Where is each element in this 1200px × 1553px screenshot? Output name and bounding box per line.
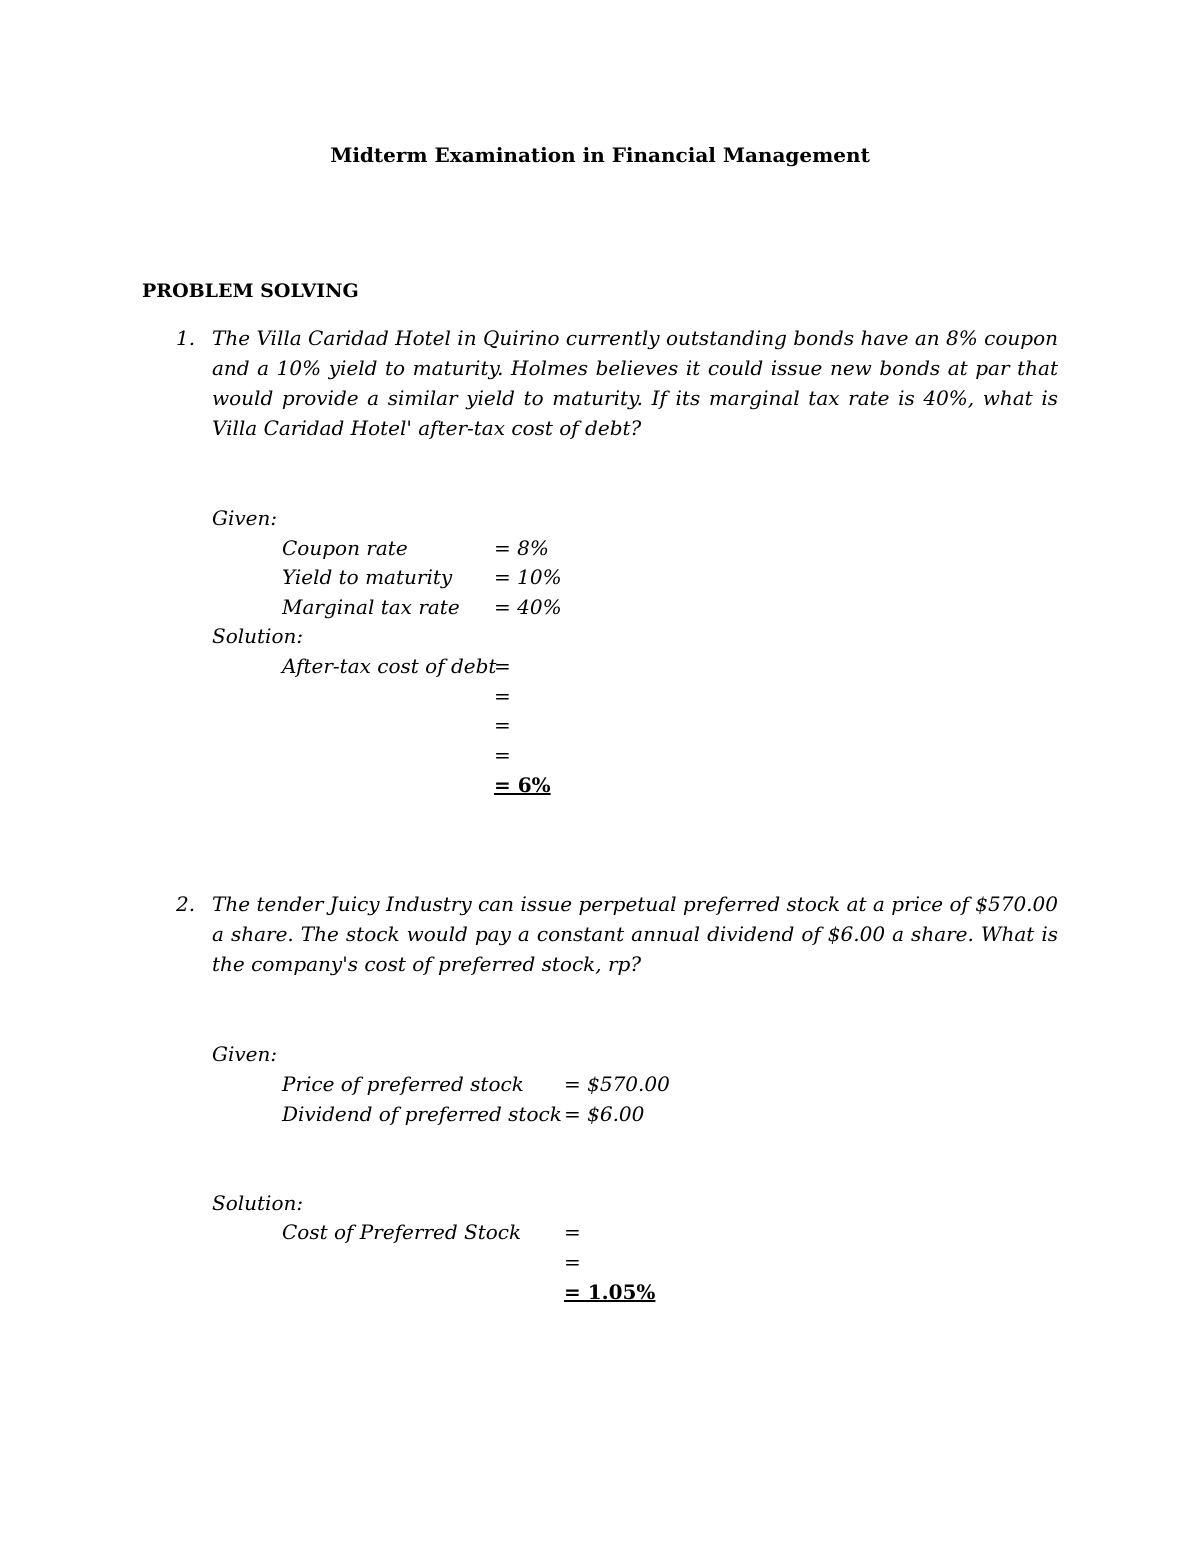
- section-heading: PROBLEM SOLVING: [142, 280, 359, 302]
- problem-1-number: 1.: [176, 326, 196, 350]
- problem-2-given-label: Given:: [212, 1042, 278, 1066]
- given-yield-label: Yield to maturity: [282, 565, 453, 589]
- problem-1-given-label: Given:: [212, 506, 278, 530]
- problem-1-question: The Villa Caridad Hotel in Quirino currently outstanding bonds have an 8% coupon and a 10% yield to maturity. Holmes believes it could issue new bonds at par that would provide a similar yield to maturity. If its marginal tax rate is 40%, what is Villa Caridad Hotel' after-tax cost of debt?: [212, 326, 1058, 440]
- problem-2-question: The tender Juicy Industry can issue perpetual preferred stock at a price of $570.00 a share. The stock would pay a constant annual dividend of $6.00 a share. What is the company's cost of preferred stock, rp?: [212, 892, 1058, 976]
- solution-1-line: =: [494, 654, 511, 678]
- problem-1-solution-label: Solution:: [212, 624, 304, 648]
- problem-2-number: 2.: [176, 892, 196, 916]
- solution-1-line: =: [494, 684, 511, 708]
- given-coupon-rate-label: Coupon rate: [282, 536, 408, 560]
- given-price-label: Price of preferred stock: [282, 1072, 524, 1096]
- solution-2-line: =: [564, 1220, 581, 1244]
- solution-1-line: =: [494, 713, 511, 737]
- given-yield-value: = 10%: [494, 565, 562, 589]
- solution-1-result: = 6%: [494, 773, 551, 797]
- document-title: Midterm Examination in Financial Management: [330, 143, 870, 167]
- solution-2-result: = 1.05%: [564, 1280, 656, 1304]
- solution-1-line: =: [494, 743, 511, 767]
- given-tax-rate-value: = 40%: [494, 595, 562, 619]
- solution-2-line: =: [564, 1250, 581, 1274]
- solution-2-term: Cost of Preferred Stock: [282, 1220, 522, 1244]
- given-coupon-rate-value: = 8%: [494, 536, 549, 560]
- given-tax-rate-label: Marginal tax rate: [282, 595, 460, 619]
- solution-1-term: After-tax cost of debt: [282, 654, 497, 678]
- given-price-value: = $570.00: [564, 1072, 670, 1096]
- given-dividend-label: Dividend of preferred stock: [282, 1102, 562, 1126]
- problem-2-solution-label: Solution:: [212, 1191, 304, 1215]
- given-dividend-value: = $6.00: [564, 1102, 645, 1126]
